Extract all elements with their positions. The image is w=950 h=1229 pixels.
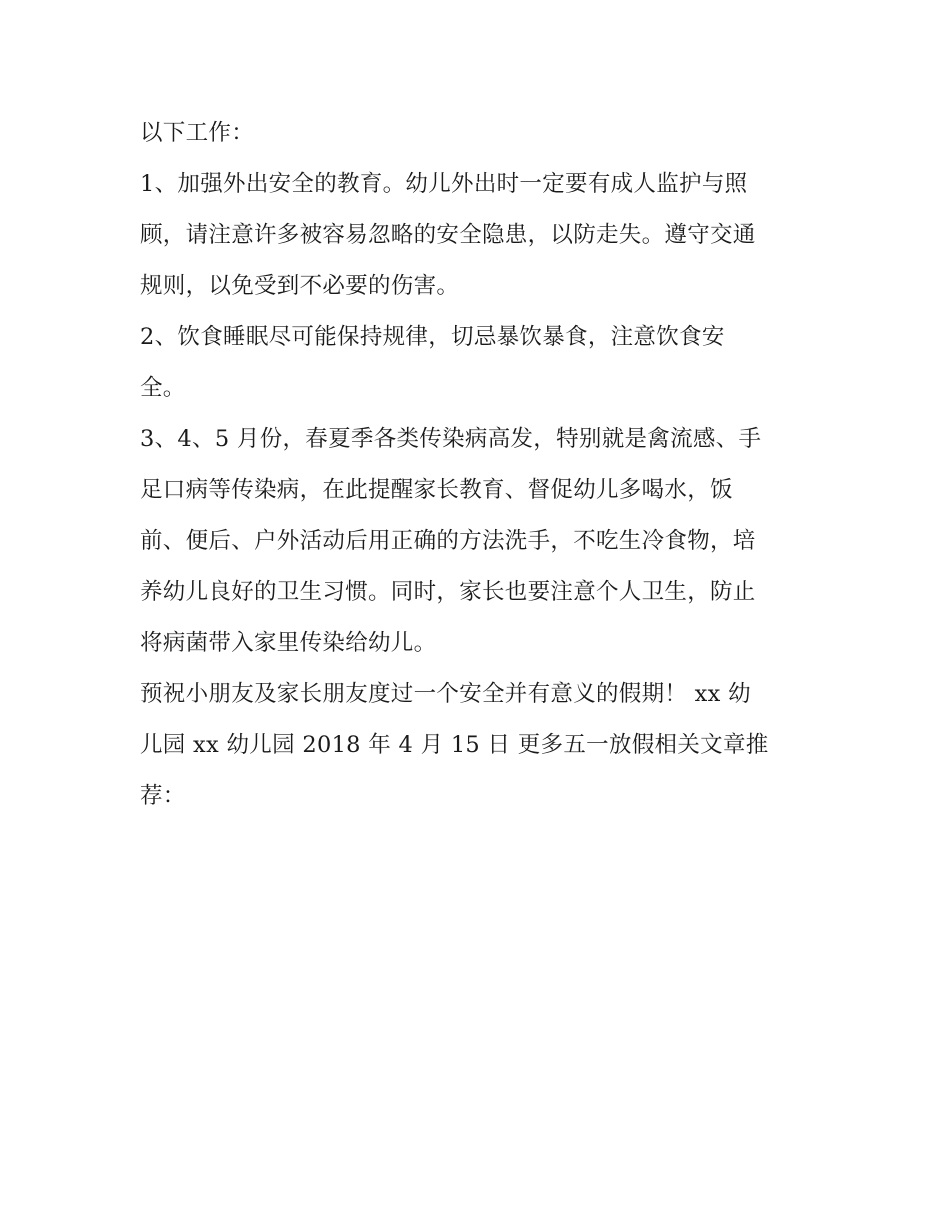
text-line-item-3-cont: 养幼儿良好的卫生习惯。同时，家长也要注意个人卫生，防止 bbox=[140, 579, 756, 605]
text-line-intro: 以下工作： bbox=[140, 120, 255, 146]
text-line-item-3-cont: 将病菌带入家里传染给幼儿。 bbox=[140, 630, 437, 656]
text-line-recommend: 荐： bbox=[140, 783, 186, 809]
text-line-item-3-cont: 前、便后、户外活动后用正确的方法洗手，不吃生冷食物，培 bbox=[140, 528, 756, 554]
text-line-item-3-cont: 足口病等传染病，在此提醒家长教育、督促幼儿多喝水，饭 bbox=[140, 477, 733, 503]
text-line-signature: 儿园 xx 幼儿园 2018 年 4 月 15 日 更多五一放假相关文章推 bbox=[140, 732, 769, 758]
text-line-item-2-cont: 全。 bbox=[140, 375, 186, 401]
text-line-item-1: 1、加强外出安全的教育。幼儿外出时一定要有成人监护与照 bbox=[140, 171, 748, 197]
text-line-item-1-cont: 顾，请注意许多被容易忽略的安全隐患，以防走失。遵守交通 bbox=[140, 222, 756, 248]
text-line-closing: 预祝小朋友及家长朋友度过一个安全并有意义的假期！ xx 幼 bbox=[140, 681, 751, 707]
document-body bbox=[140, 108, 812, 822]
text-line-item-1-cont: 规则，以免受到不必要的伤害。 bbox=[140, 273, 460, 299]
text-line-item-3: 3、4、5 月份，春夏季各类传染病高发，特别就是禽流感、手 bbox=[140, 426, 762, 452]
text-line-item-2: 2、饮食睡眠尽可能保持规律，切忌暴饮暴食，注意饮食安 bbox=[140, 324, 725, 350]
